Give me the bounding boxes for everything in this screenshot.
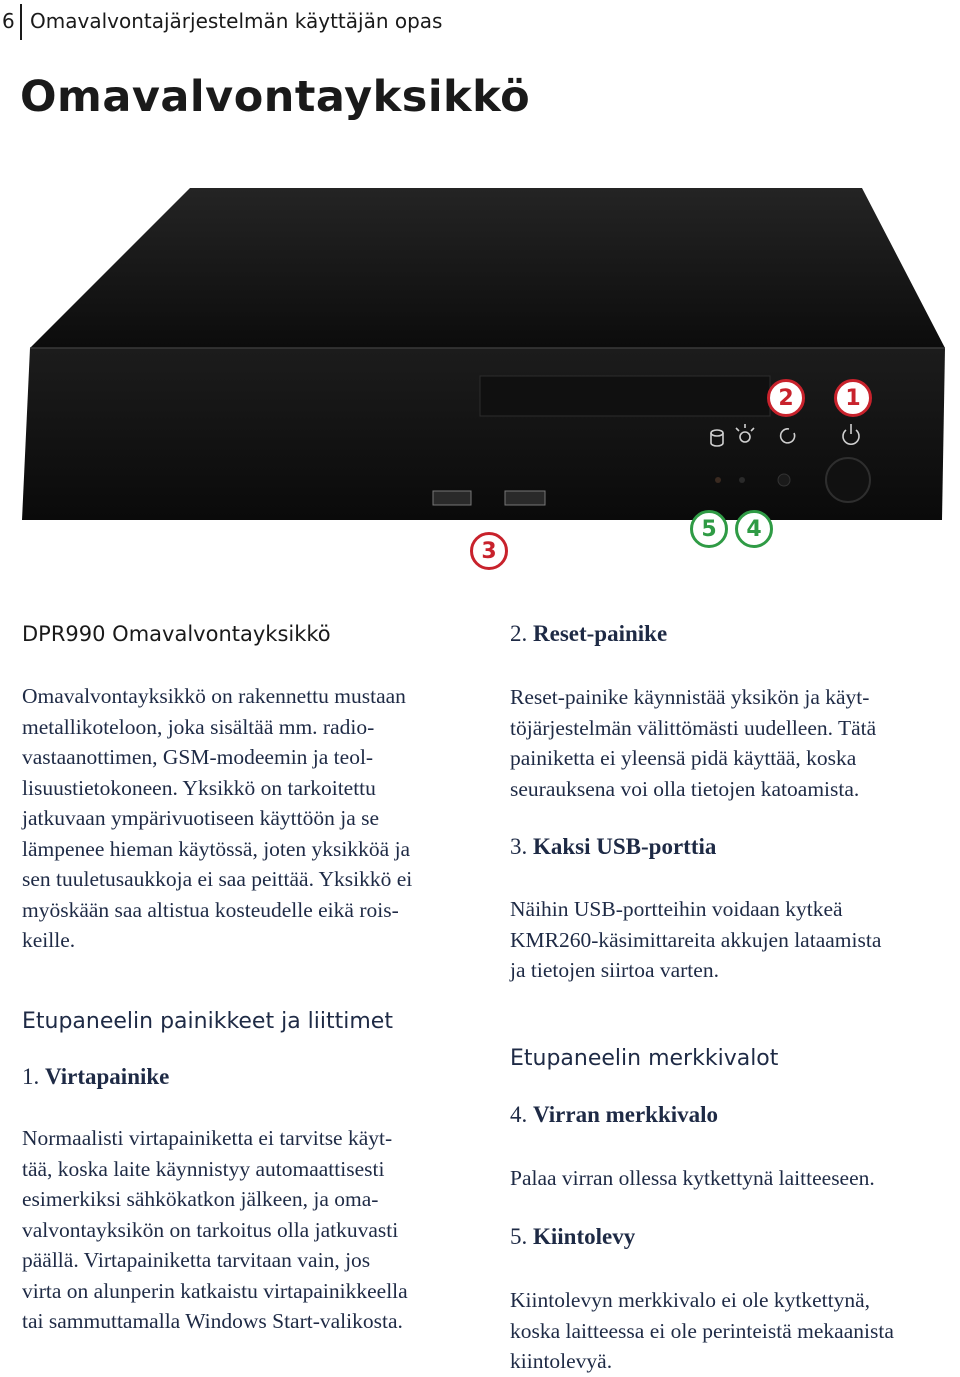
section-heading-buttons: Etupaneelin painikkeet ja liittimet: [22, 1009, 393, 1034]
item-1-paragraph: [22, 1123, 492, 1337]
drive-bay: [480, 376, 770, 416]
text-line: Omavalvontayksikkö on rakennettu mustaan: [22, 684, 406, 708]
usb-port: [433, 491, 471, 505]
item-5-paragraph: [510, 1285, 958, 1377]
usb-port: [505, 491, 545, 505]
item-heading-reset-button: [510, 621, 667, 647]
section-heading-indicators: Etupaneelin merkkivalot: [510, 1046, 779, 1071]
callout-2: 2: [767, 379, 805, 417]
text-line: sen tuuletusaukkoja ei saa peittää. Yksikkö ei: [22, 867, 413, 891]
text-line: koska laitteessa ei ole perinteistä mekaanista: [510, 1318, 894, 1343]
callout-5: 5: [690, 510, 728, 548]
text-line: Kiintolevyn merkkivalo ei ole kytkettynä,: [510, 1288, 871, 1312]
power-led: [739, 477, 745, 483]
text-line: painiketta ei yleensä pidä käyttää, koska: [510, 746, 857, 770]
figure-caption: DPR990 Omavalvontayksikkö: [22, 622, 331, 646]
item-number: 2.: [510, 621, 528, 646]
item-number: 3.: [510, 834, 528, 859]
text-line: ja tietojen siirtoa varten.: [510, 958, 719, 982]
item-heading-hdd-led: [510, 1224, 635, 1250]
page-number: 6: [2, 9, 15, 33]
text-line: Normaalisti virtapainiketta ei tarvitse käyt-: [22, 1126, 393, 1150]
item-number: 5.: [510, 1224, 528, 1249]
header-divider: [20, 4, 22, 40]
text-line: päällä. Virtapainiketta tarvitaan vain, jos: [22, 1248, 371, 1272]
text-line: seurauksena voi olla tietojen katoamista.: [510, 776, 860, 801]
callout-3: 3: [470, 532, 508, 570]
item-heading-usb-ports: [510, 834, 716, 860]
item-title: Kiintolevy: [533, 1224, 636, 1249]
page-header: [0, 0, 960, 42]
running-title: Omavalvontajärjestelmän käyttäjän opas: [30, 9, 443, 33]
item-title: Virran merkkivalo: [533, 1102, 719, 1127]
text-line: Palaa virran ollessa kytkettynä laitteeseen.: [510, 1166, 875, 1190]
device-photo: [0, 180, 960, 580]
reset-button: [778, 474, 790, 486]
text-line: lämpenee hieman käytössä, joten yksikköä ja: [22, 836, 411, 861]
case-front: [22, 348, 945, 520]
text-line: jatkuvaan ympärivuotiseen käyttöön ja se: [22, 806, 380, 830]
device-illustration: [0, 180, 960, 580]
item-title: Reset-painike: [533, 621, 668, 646]
power-button: [826, 458, 870, 502]
page-title: Omavalvontayksikkö: [20, 72, 531, 122]
text-line: tai sammuttamalla Windows Start-valikosta.: [22, 1309, 403, 1333]
text-line: tää, koska laite käynnistyy automaattisesti: [22, 1156, 385, 1181]
item-4-paragraph: [510, 1163, 955, 1194]
text-line: töjärjestelmän välittömästi uudelleen. Tätä: [510, 715, 877, 740]
text-line: virta on alunperin katkaistu virtapainikkeella: [22, 1278, 408, 1303]
item-number: 1.: [22, 1064, 40, 1089]
item-title: Virtapainike: [45, 1064, 170, 1089]
text-line: Reset-painike käynnistää yksikön ja käyt-: [510, 685, 870, 709]
hdd-led: [715, 477, 721, 483]
text-line: lisuustietokoneen. Yksikkö on tarkoitettu: [22, 775, 376, 800]
case-top: [30, 188, 945, 348]
item-title: Kaksi USB-porttia: [533, 834, 717, 859]
callout-4: 4: [735, 510, 773, 548]
callout-1: 1: [834, 379, 872, 417]
item-heading-power-led: [510, 1102, 718, 1128]
item-heading-power-button: [22, 1064, 169, 1090]
text-line: vastaanottimen, GSM-modeemin ja teol-: [22, 745, 374, 769]
text-line: keille.: [22, 928, 76, 952]
text-line: metallikoteloon, joka sisältää mm. radio-: [22, 714, 375, 739]
text-line: Näihin USB-portteihin voidaan kytkeä: [510, 897, 843, 921]
text-line: kiintolevyä.: [510, 1349, 613, 1373]
intro-paragraph: [22, 681, 492, 956]
text-line: KMR260-käsimittareita akkujen lataamista: [510, 927, 882, 952]
text-line: valvontayksikön on tarkoitus olla jatkuvasti: [22, 1217, 399, 1242]
item-number: 4.: [510, 1102, 528, 1127]
text-line: esimerkiksi sähkökatkon jälkeen, ja oma-: [22, 1187, 379, 1211]
text-line: myöskään saa altistua kosteudelle eikä rois-: [22, 897, 399, 922]
item-3-paragraph: [510, 894, 955, 986]
item-2-paragraph: [510, 682, 955, 804]
